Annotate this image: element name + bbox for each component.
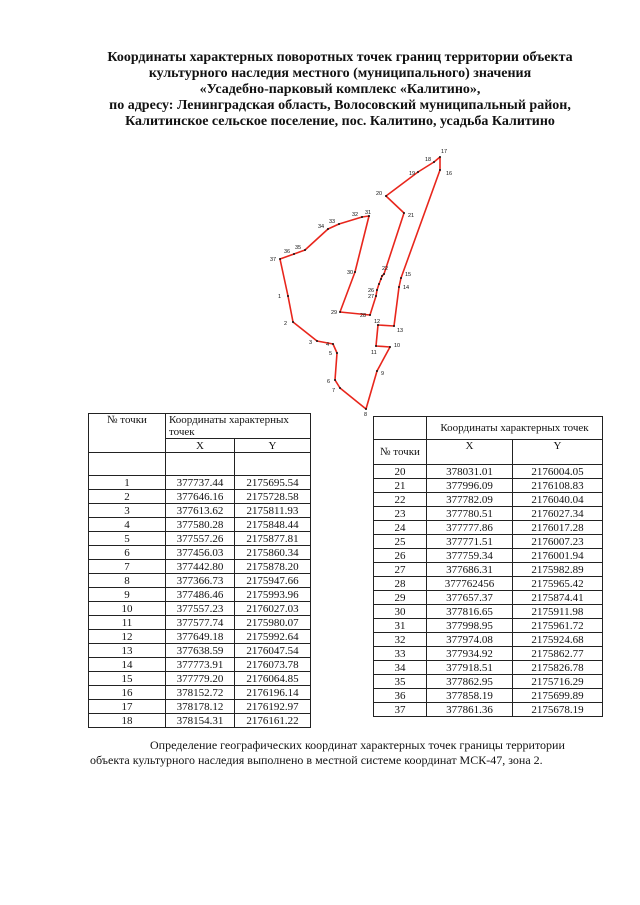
y-coordinate: 2176004.05	[512, 465, 602, 479]
table-row	[89, 714, 311, 728]
boundary-point	[383, 273, 385, 275]
boundary-point	[334, 379, 336, 381]
x-coordinate: 377918.51	[427, 661, 513, 675]
x-coordinate: 378154.31	[166, 714, 235, 728]
table-row	[89, 644, 311, 658]
table-row	[374, 703, 603, 717]
x-coordinate: 377646.16	[166, 490, 235, 504]
boundary-point	[439, 169, 441, 171]
point-number: 8	[89, 574, 166, 588]
point-number: 31	[374, 619, 427, 633]
point-number: 36	[374, 689, 427, 703]
x-coordinate: 377456.03	[166, 546, 235, 560]
y-coordinate: 2175699.89	[512, 689, 602, 703]
table-row	[89, 616, 311, 630]
x-coordinate: 377974.08	[427, 633, 513, 647]
table-row	[374, 577, 603, 591]
y-coordinate: 2175678.19	[512, 703, 602, 717]
point-label: 27	[368, 294, 375, 300]
title-line: Калитинское сельское поселение, пос. Калитино, усадьба Калитино	[125, 114, 555, 129]
y-coordinate: 2176064.85	[234, 672, 310, 686]
table-row	[89, 686, 311, 700]
point-label: 4	[326, 342, 330, 348]
y-coordinate: 2176196.14	[234, 686, 310, 700]
boundary-point	[292, 321, 294, 323]
boundary-point	[293, 253, 295, 255]
x-coordinate: 377442.80	[166, 560, 235, 574]
point-number: 21	[374, 479, 427, 493]
point-number: 32	[374, 633, 427, 647]
footer-line: объекта культурного наследия выполнено в местной системе координат МСК-47, зона 2.	[90, 753, 543, 767]
point-number: 23	[374, 507, 427, 521]
point-label: 36	[284, 249, 291, 255]
table-row	[89, 574, 311, 588]
table-row	[374, 675, 603, 689]
table-row	[89, 476, 311, 490]
boundary-point	[376, 370, 378, 372]
boundary-point	[398, 286, 400, 288]
point-label: 8	[364, 412, 368, 418]
x-coordinate: 378152.72	[166, 686, 235, 700]
y-coordinate: 2175982.89	[512, 563, 602, 577]
point-label: 15	[405, 272, 412, 278]
boundary-point	[439, 156, 441, 158]
point-number: 27	[374, 563, 427, 577]
table-row	[374, 591, 603, 605]
y-coordinate: 2176001.94	[512, 549, 602, 563]
boundary-point	[361, 216, 363, 218]
y-coordinate: 2176017.28	[512, 521, 602, 535]
boundary-point	[332, 343, 334, 345]
table-row	[374, 689, 603, 703]
point-label: 13	[397, 328, 404, 334]
point-number: 5	[89, 532, 166, 546]
col-x-header: X	[166, 439, 235, 453]
table-row	[374, 549, 603, 563]
point-label: 2	[284, 321, 288, 327]
point-number: 18	[89, 714, 166, 728]
y-coordinate: 2175716.29	[512, 675, 602, 689]
boundary-point	[375, 345, 377, 347]
y-coordinate: 2176040.04	[512, 493, 602, 507]
table-row	[374, 633, 603, 647]
x-coordinate: 377577.74	[166, 616, 235, 630]
y-coordinate: 2175877.81	[234, 532, 310, 546]
y-coordinate: 2175947.66	[234, 574, 310, 588]
y-coordinate: 2175911.98	[512, 605, 602, 619]
x-coordinate: 377557.26	[166, 532, 235, 546]
table-row	[89, 546, 311, 560]
point-label: 11	[371, 350, 377, 356]
x-coordinate: 378178.12	[166, 700, 235, 714]
point-number: 26	[374, 549, 427, 563]
y-coordinate: 2175874.41	[512, 591, 602, 605]
x-coordinate: 377998.95	[427, 619, 513, 633]
boundary-point	[381, 275, 383, 277]
table-row	[89, 700, 311, 714]
point-number: 9	[89, 588, 166, 602]
boundary-point	[369, 314, 371, 316]
point-label: 29	[331, 310, 338, 316]
point-label: 10	[394, 343, 401, 349]
y-coordinate: 2176027.03	[234, 602, 310, 616]
table-row	[374, 661, 603, 675]
x-coordinate: 377759.34	[427, 549, 513, 563]
point-label: 7	[332, 388, 336, 394]
boundary-point	[339, 311, 341, 313]
point-label: 37	[270, 257, 277, 263]
table-row	[89, 490, 311, 504]
table-row	[89, 602, 311, 616]
point-label: 26	[368, 288, 375, 294]
y-coordinate: 2175961.72	[512, 619, 602, 633]
point-number: 13	[89, 644, 166, 658]
footer-line: Определение географических координат характерных точек границы территории	[150, 738, 565, 752]
table-row	[374, 479, 603, 493]
boundary-point	[378, 283, 380, 285]
boundary-point	[316, 340, 318, 342]
title-line: Координаты характерных поворотных точек границ территории объекта	[107, 50, 573, 65]
x-coordinate: 377862.95	[427, 675, 513, 689]
boundary-point	[375, 295, 377, 297]
point-label: 14	[403, 285, 410, 291]
boundary-point	[304, 249, 306, 251]
col-y-header: Y	[234, 439, 310, 453]
boundary-point	[338, 223, 340, 225]
point-label: 12	[374, 319, 381, 325]
point-label: 18	[425, 157, 432, 163]
y-coordinate: 2175965.42	[512, 577, 602, 591]
boundary-point	[385, 195, 387, 197]
table-row	[374, 647, 603, 661]
point-label: 35	[295, 245, 302, 251]
boundary-point	[287, 295, 289, 297]
x-coordinate: 378031.01	[427, 465, 513, 479]
point-label: 21	[408, 213, 415, 219]
point-number: 4	[89, 518, 166, 532]
point-number: 12	[89, 630, 166, 644]
x-coordinate: 377486.46	[166, 588, 235, 602]
point-label: 19	[409, 171, 416, 177]
point-number: 33	[374, 647, 427, 661]
y-coordinate: 2176108.83	[512, 479, 602, 493]
point-label: 34	[318, 224, 325, 230]
y-coordinate: 2175980.07	[234, 616, 310, 630]
point-number: 29	[374, 591, 427, 605]
point-number: 16	[89, 686, 166, 700]
y-coordinate: 2176027.34	[512, 507, 602, 521]
x-coordinate: 377580.28	[166, 518, 235, 532]
point-number: 30	[374, 605, 427, 619]
point-number: 35	[374, 675, 427, 689]
x-coordinate: 377782.09	[427, 493, 513, 507]
y-coordinate: 2175848.44	[234, 518, 310, 532]
point-number: 2	[89, 490, 166, 504]
x-coordinate: 377657.37	[427, 591, 513, 605]
point-number: 37	[374, 703, 427, 717]
x-coordinate: 377638.59	[166, 644, 235, 658]
table-row	[89, 672, 311, 686]
col-coords-header: Координаты характерных точек	[166, 414, 311, 439]
boundary-point	[365, 408, 367, 410]
x-coordinate: 377737.44	[166, 476, 235, 490]
boundary-point	[354, 271, 356, 273]
table-row	[374, 493, 603, 507]
title-line: «Усадебно-парковый комплекс «Калитино»,	[199, 82, 481, 97]
boundary-point	[417, 171, 419, 173]
point-number: 22	[374, 493, 427, 507]
point-label: 28	[360, 313, 367, 319]
point-number: 17	[89, 700, 166, 714]
boundary-point	[389, 346, 391, 348]
point-number: 24	[374, 521, 427, 535]
table-row	[89, 658, 311, 672]
point-number: 1	[89, 476, 166, 490]
document-title	[60, 50, 620, 130]
boundary-point	[403, 212, 405, 214]
table-row	[374, 535, 603, 549]
y-coordinate: 2175826.78	[512, 661, 602, 675]
point-label: 31	[365, 210, 372, 216]
point-number: 14	[89, 658, 166, 672]
boundary-point	[327, 228, 329, 230]
y-coordinate: 2175924.68	[512, 633, 602, 647]
coordinates-table-1	[88, 413, 311, 728]
col-num-header: № точки	[374, 440, 427, 465]
y-coordinate: 2176047.54	[234, 644, 310, 658]
point-number: 15	[89, 672, 166, 686]
point-label: 9	[381, 371, 385, 377]
table-row	[374, 465, 603, 479]
table-row	[89, 588, 311, 602]
point-label: 17	[441, 149, 448, 155]
point-number: 3	[89, 504, 166, 518]
point-label: 32	[352, 212, 359, 218]
point-label: 16	[446, 171, 453, 177]
col-y-header: Y	[512, 440, 602, 465]
x-coordinate: 377934.92	[427, 647, 513, 661]
table-row	[89, 504, 311, 518]
x-coordinate: 377557.23	[166, 602, 235, 616]
y-coordinate: 2176073.78	[234, 658, 310, 672]
point-number: 10	[89, 602, 166, 616]
y-coordinate: 2175811.93	[234, 504, 310, 518]
y-coordinate: 2176161.22	[234, 714, 310, 728]
table-row	[374, 507, 603, 521]
point-number: 7	[89, 560, 166, 574]
point-label: 22	[382, 266, 389, 272]
x-coordinate: 377773.91	[166, 658, 235, 672]
x-coordinate: 377780.51	[427, 507, 513, 521]
x-coordinate: 377771.51	[427, 535, 513, 549]
x-coordinate: 377861.36	[427, 703, 513, 717]
x-coordinate: 377762456	[427, 577, 513, 591]
boundary-point	[380, 278, 382, 280]
point-number: 34	[374, 661, 427, 675]
title-line: по адресу: Ленинградская область, Волосовский муниципальный район,	[109, 98, 571, 113]
table-row	[89, 518, 311, 532]
point-label: 1	[278, 294, 282, 300]
point-number: 20	[374, 465, 427, 479]
table-row	[374, 563, 603, 577]
point-number: 25	[374, 535, 427, 549]
y-coordinate: 2175993.96	[234, 588, 310, 602]
point-label: 6	[327, 379, 331, 385]
col-x-header: X	[427, 440, 513, 465]
y-coordinate: 2175728.58	[234, 490, 310, 504]
y-coordinate: 2175992.64	[234, 630, 310, 644]
boundary-point	[336, 352, 338, 354]
y-coordinate: 2176192.97	[234, 700, 310, 714]
coordinates-table-2	[373, 416, 603, 717]
boundary-point	[339, 387, 341, 389]
boundary-point	[376, 289, 378, 291]
point-label: 20	[376, 191, 383, 197]
boundary-point	[400, 277, 402, 279]
col-coords-header: Координаты характерных точек	[427, 417, 603, 440]
x-coordinate: 377649.18	[166, 630, 235, 644]
point-label: 30	[347, 270, 354, 276]
y-coordinate: 2175695.54	[234, 476, 310, 490]
y-coordinate: 2175862.77	[512, 647, 602, 661]
table-row	[89, 532, 311, 546]
x-coordinate: 377366.73	[166, 574, 235, 588]
x-coordinate: 377686.31	[427, 563, 513, 577]
table-row	[89, 560, 311, 574]
table-row	[374, 619, 603, 633]
point-number: 6	[89, 546, 166, 560]
x-coordinate: 377816.65	[427, 605, 513, 619]
boundary-point	[433, 161, 435, 163]
point-number: 28	[374, 577, 427, 591]
boundary-point	[279, 258, 281, 260]
y-coordinate: 2175878.20	[234, 560, 310, 574]
title-line: культурного наследия местного (муниципального) значения	[148, 66, 532, 81]
y-coordinate: 2176007.23	[512, 535, 602, 549]
table-row	[89, 630, 311, 644]
footer-note	[90, 738, 610, 768]
point-label: 5	[329, 351, 333, 357]
table-row	[374, 521, 603, 535]
boundary-point	[393, 325, 395, 327]
x-coordinate: 377777.86	[427, 521, 513, 535]
col-num-header: № точки	[89, 414, 166, 453]
x-coordinate: 377858.19	[427, 689, 513, 703]
point-number: 11	[89, 616, 166, 630]
point-label: 3	[309, 340, 313, 346]
x-coordinate: 377613.62	[166, 504, 235, 518]
y-coordinate: 2175860.34	[234, 546, 310, 560]
point-label: 33	[329, 219, 336, 225]
boundary-line	[280, 157, 440, 409]
x-coordinate: 377996.09	[427, 479, 513, 493]
x-coordinate: 377779.20	[166, 672, 235, 686]
table-row	[374, 605, 603, 619]
boundary-map	[260, 145, 460, 418]
